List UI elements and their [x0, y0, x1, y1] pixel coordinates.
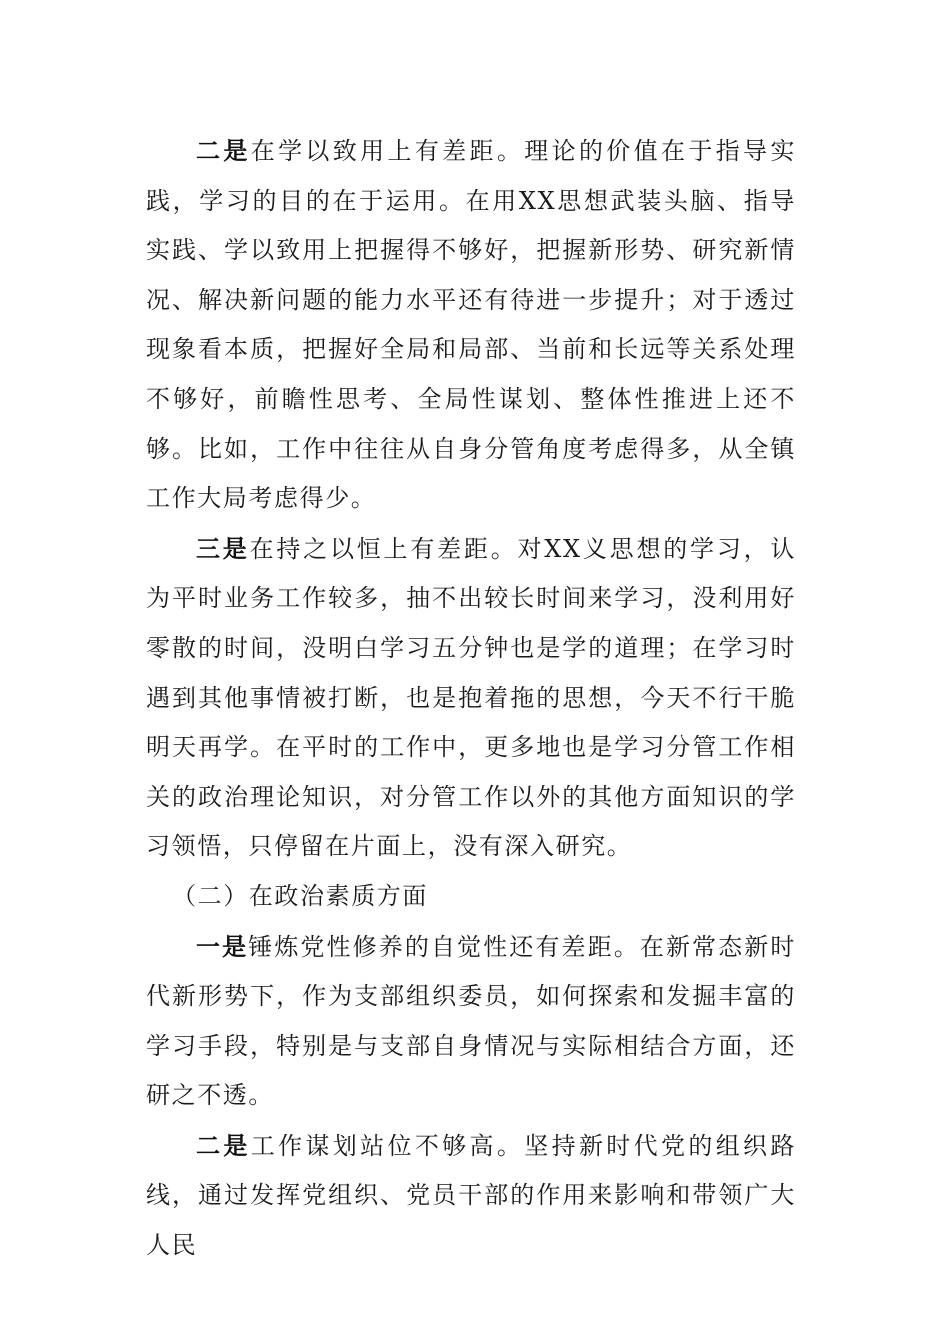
paragraph-study-application [146, 126, 796, 524]
paragraph-text: 在学以致用上有差距。理论的价值在于指导实践，学习的目的在于运用。在用XX思想武装头脑、指导实践、学以致用上把握得不够好，把握新形势、研究新情况、解决新问题的能力水平还有待进一步提升；对于透过现象看本质，把握好全局和局部、当前和长远等关系处理不够好，前瞻性思考、全局性谋划、整体性推进上还不够。比如，工作中往往从自身分管角度考虑得多，从全镇工作大局考虑得少。 [146, 137, 797, 513]
paragraph-text: 在持之以恒上有差距。对XX义思想的学习，认为平时业务工作较多，抽不出较长时间来学习，没利用好零散的时间，没明白学习五分钟也是学的道理；在学习时遇到其他事情被打断，也是抱着拖的思想，今天不行干脆明天再学。在平时的工作中，更多地也是学习分管工作相关的政治理论知识，对分管工作以外的其他方面知识的学习领悟，只停留在片面上，没有深入研究。 [146, 534, 796, 861]
paragraph-lead: 三是 [196, 533, 250, 563]
paragraph-text: 工作谋划站位不够高。坚持新时代党的组织路线，通过发挥党组织、党员干部的作用来影响和带领广大人民 [146, 1131, 797, 1260]
paragraph-work-planning [146, 1121, 796, 1271]
paragraph-party-spirit [146, 922, 796, 1121]
document-body [146, 126, 796, 1271]
paragraph-persistence [146, 524, 796, 872]
paragraph-lead: 一是 [196, 931, 249, 961]
section-heading: （二）在政治素质方面 [172, 881, 428, 910]
paragraph-lead: 二是 [196, 1130, 251, 1160]
paragraph-lead: 二是 [196, 136, 251, 165]
paragraph-text: 锤炼党性修养的自觉性还有差距。在新常态新时代新形势下，作为支部组织委员，如何探索和发掘丰富的学习手段，特别是与支部自身情况与实际相结合方面，还研之不透。 [146, 932, 796, 1110]
